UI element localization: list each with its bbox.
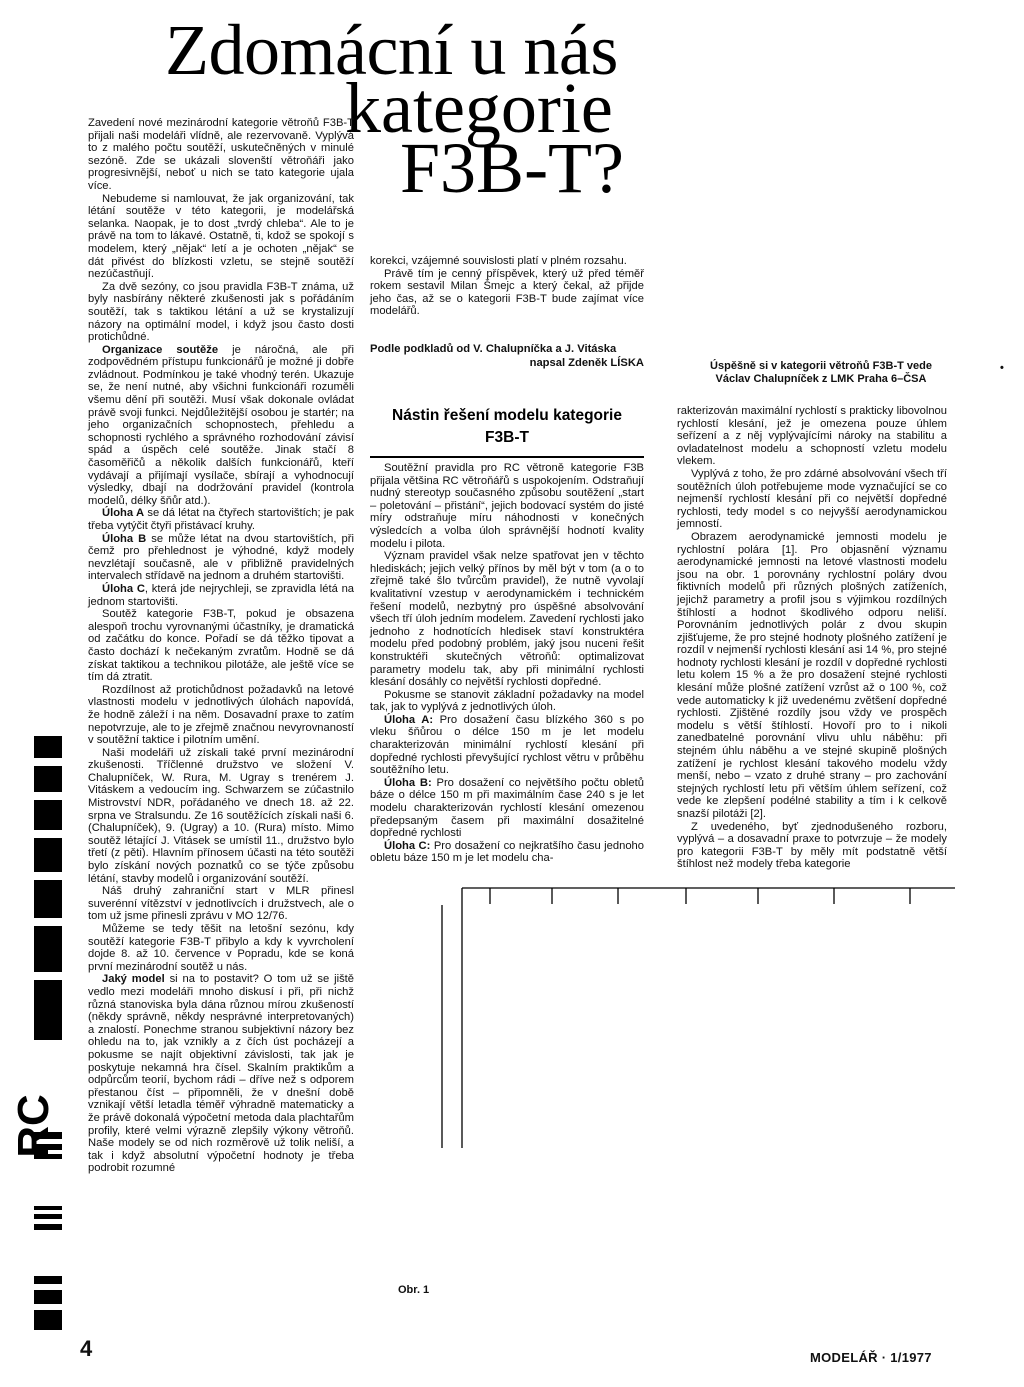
article-column-2 <box>370 462 644 865</box>
paragraph-text: si na to postavit? O tom už se jiště vedlo mezi modeláři mnoho diskusí i při, při nichž různá stanoviska byla dána různou mírou zkušeností (někdy správně, někdy nesprávné interpretovaných) a znalostí. Ponechme stranou subjektivní názory bez ohledu na to, jak vznikly a z čích úst pocházejí a pokusme se najít objektivní závislosti, tak jak je poskytuje nekamná hra čísel. Skalním praktikům a odpůrcům teorií, bychom rádi – dříve než s odporem přestanou číst – připomněli, že v dnešní době vznikají větší letadla téměř výhradně matematicky a že právě dokonalá výpočetní metoda dala plachtařům profily, které velmi výrazně zlepšily výkony větroňů. Naše modely se od nich rozměrově už tolik neliší, a tak i když absolutní výpočetní hodnoty je třeba podrobit rozumné <box>88 973 354 1175</box>
credit-source: Podle podkladů od V. Chalupníčka a J. Vitáska <box>370 343 617 355</box>
paragraph-text: Právě tím je cenný příspěvek, který už před téměř rokem sestavil Milan Šmejc a který čekal, až přijde jeho čas, až se o kategorii F3B-T bude zajímat více modelářů. <box>370 267 644 318</box>
paragraph-text: se dá létat na čtyřech startovištích; je pak třeba vytýčit čtyři přistávací kruhy. <box>88 507 354 532</box>
paragraph <box>88 608 354 684</box>
paragraph <box>370 462 644 550</box>
paragraph-text: je náročná, ale při zodpovědném přístupu funkcionářů je možné ji dobře zvládnout. Podmínkou je také vhodný terén. Ukazuje se, že není nutné, aby všichni funkcionáři rozuměli všemu dění při soutěži. Musí však dokonale ovládat právě svoji funkci. Nejdůležitější osobou je startér; na jeho organizačních schopnostech, přehledu a schopnosti rychlého a správného rozhodování závisí spád a úspěch celé soutěže. Jinak stačí 8 časoměřičů a několik dalších funkcionářů, kteří vydávají a přijímají vysílače, sbírají a vyhodnocují výsledky, dbají na dodržování pravidel (kontrola modelů, délky šňůr atd.). <box>88 343 355 507</box>
figure-1-diagram <box>440 880 960 1150</box>
photo-caption <box>670 360 972 386</box>
paragraph-text: Pro dosažení co největšího počtu obletů báze o délce 150 m při maximálním čase 240 s je let modelu charakterizován rychlostí klesání omezenou předepsaným časem při maximální dosažitelné dopředné rychlosti <box>370 776 644 840</box>
paragraph <box>88 973 354 1175</box>
article-column-3 <box>677 405 947 871</box>
paragraph-text: se může létat na dvou startovištích, při čemž pro přehlednost je výhodné, když modely nevzlétají současně, ale v přibližně pravidelných intervalech střídavě na jednom a druhém startovišti. <box>88 532 354 583</box>
paragraph-text: Za dvě sezóny, co jsou pravidla F3B-T známa, už byly nasbírány některé zkušenosti jak s pořádáním soutěží, tak s taktikou létání a už se krystalizují názory na optimální model, i když jsou často dosti protichůdné. <box>88 280 354 344</box>
paragraph-text: Soutěž kategorie F3B-T, pokud je obsazena alespoň trochu vyrovnanými účastníky, je dramatická od začátku do konce. Pořadí se dá těžko tipovat a často dochází k nečekaným zvratům. Hodně se dá získat taktikou a technikou pilotáže, ale ještě více se tím dá ztratit. <box>88 608 354 684</box>
paragraph <box>370 268 644 318</box>
paragraph-text: , která jde nejrychleji, se zpravidla létá na jednom startovišti. <box>88 582 355 608</box>
paragraph-lead: Jaký model <box>102 973 165 986</box>
paragraph <box>370 689 644 714</box>
caption-bullet: • <box>1000 362 1004 374</box>
paragraph-text: Zavedení nové mezinárodní kategorie větroňů F3B-T přijali naši modeláři vlídně, ale rezervovaně. Vyplývá to z malého počtu soutěží, uskutečněných v minulé sezóně. Zde se ukázali slovenští větroňáři jako progresivnější, neboť u nich se tato kategorie ujala více. <box>88 117 354 192</box>
paragraph-text: Náš druhý zahraniční start v MLR přinesl suverénní vítězství v jednotlivcích i družstvech, ale o tom už jsme přinesli zprávu v MO 12/76. <box>88 885 354 923</box>
paragraph <box>677 405 947 468</box>
paragraph-text: korekci, vzájemné souvislosti platí v plném rozsahu. <box>370 255 627 267</box>
photo-caption-line-2: Václav Chalupníček z LMK Praha 6–ČSA <box>715 373 927 385</box>
paragraph <box>677 821 947 871</box>
paragraph-text: Naši modeláři už získali také první mezinárodní zkušenosti. Tříčlenné družstvo ve složení V. Chalupníček, W. Rura, M. Ugray s trenérem J. Vitáskem a vedoucím ing. Schwarzem se zúčastnilo Mistrovství NDR, pořádaného ve dnech 18. až 22. srpna ve Stralsundu. Ze 16 soutěžících získali naši 6. (Chalupníček), 9. (Ugray) a 10. (Rura) místo. Mimo soutěž létající J. Vitásek se umístil 11., družstvo bylo třetí (z pěti). Hlavním přínosem účasti na této soutěži bylo získání nových poznatků co se týče způsobu létání, stavby modelů i organizování soutěží. <box>88 746 354 885</box>
paragraph-lead: Úloha C <box>102 582 145 595</box>
section-rule <box>370 456 644 458</box>
paragraph <box>88 684 354 747</box>
paragraph <box>88 583 354 608</box>
figure-label: Obr. 1 <box>398 1284 430 1296</box>
page-number: 4 <box>80 1336 93 1361</box>
paragraph-lead: Úloha C: <box>384 839 431 852</box>
photo-caption-line-1: Úspěšně si v kategorii větroňů F3B-T vede <box>710 360 932 372</box>
paragraph-lead: Úloha A <box>102 507 145 520</box>
credit-author: napsal Zdeněk LÍSKA <box>529 357 644 369</box>
paragraph-text: Můžeme se tedy těšit na letošní sezónu, kdy soutěží kategorie F3B-T přibylo a kdy k vyvrcholení dojde 8. až 10. července v Popradu, kde se koná první mezinárodní soutěž u nás. <box>88 923 354 973</box>
headline-line-2: kategorie <box>345 68 613 148</box>
paragraph <box>370 550 644 689</box>
section-title <box>370 405 644 449</box>
journal-footer: MODELÁŘ · 1/1977 <box>810 1350 932 1365</box>
paragraph-text: Soutěžní pravidla pro RC větroně kategorie F3B přijala většina RC větroňářů s uspokojením. Odstraňují nudný stereotyp současného způsobu soutěžení „start – poletování – přistání“, jejich bodovací systém do jisté míry odstraňuje míru náhodnosti v konečných výsledcích a volba úloh správnější hodnotí kvality modelu i pilota. <box>370 462 644 550</box>
paragraph-lead: Úloha B <box>102 532 147 545</box>
paragraph-text: Obrazem aerodynamické jemnosti modelu je rychlostní polára [1]. Pro objasnění významu aerodynamické jemnosti na letové vlastnosti modelu jsou na obr. 1 porovnány rychlostní poláry dvou fiktivních modelů při různých plošných zatíženích, jejichž parametry a profil jsou s výjimkou rozdílných štíhlostí a hodnot škodlivého odporu neliší. Porovnáním jednotlivých polár z dvou skupin zjišťujeme, že pro stejné hodnoty plošného zatížení je rozdíl v nejmenší rychlosti klesání asi 14 %, pro stejné hodnoty rychlosti klesání je rozdíl v dopředné rychlosti letu kolem 15 % a že pro dosažení stejné rychlosti klesání může plošné zatížení vzrůst až o 100 %, což vede automaticky k již uvedenému zvětšení dopředné rychlosti. Zjištěné rozdíly jsou vždy ve prospěch modelu s větší štíhlostí. Hovoří pro to i nikoli zanedbatelné porovnání vlivu uhlu náběhu: při stejném úhlu náběhu a ve stejné skupině plošných zatížení je rychlost klesání takového modelu vždy menší, nebo – vzato z druhé strany – pro zachování stejných rychlostí letu při větším úhlem seřízení, což vede ke zlepšení podélné stability a tím i k celkově snazší pilotáži [2]. <box>677 530 947 820</box>
paragraph <box>88 193 354 281</box>
paragraph <box>88 747 354 886</box>
paragraph <box>370 255 644 268</box>
author-credit <box>370 342 644 370</box>
paragraph <box>88 507 354 532</box>
rc-section-marker <box>9 736 66 1330</box>
paragraph-text: Rozdílnost až protichůdnost požadavků na letové vlastnosti modelu v jednotlivých úlohách napovídá, že hodně záleží i na něm. Dosavadní praxe to zatím nepotvrzuje, ale to je zřejmě značnou nevyrovnaností v soutěžní taktice i pilotním umění. <box>88 683 354 747</box>
paragraph <box>370 714 644 777</box>
paragraph-text: Z uvedeného, byť zjednodušeného rozboru, vyplývá – a dosavadní praxe to potvrzuje – že modely pro kategorii F3B-T by měly mít podstatně větší štíhlost než modely třeba kategorie <box>677 820 947 871</box>
paragraph-text: Nebudeme si namlouvat, že jak organizování, tak létání soutěže v této kategorii, je modelářská selanka. Naopak, je to dost „tvrdý chleba“. Ale to je právě na tom to lákavé. Ostatně, ti, kdož se spokojí s modelem, který „nějak“ letí a je ochoten „nějak“ se dát přivést do blízkosti vzletu, se stejně soutěží nezúčastňují. <box>88 192 354 281</box>
paragraph <box>88 281 354 344</box>
paragraph-lead: Úloha A: <box>384 713 434 726</box>
headline-line-3: F3B-T? <box>400 128 624 208</box>
paragraph-lead: Organizace soutěže <box>102 343 219 356</box>
paragraph-text: Význam pravidel však nelze spatřovat jen v těchto hlediskách; jejich velký přínos by měl být v tom (a o to zřejmě také šlo tvůrcům pravidel), že nutně vyvolají kvalitativní vzestup v aerodynamickém i technickém řešení modelů, nezbytný pro úspěšné absolvování všech tří úloh jedním modelem. Zavedení rychlosti jako jednoho z hodnotících hledisek staví konstruktéra modelu před podobný problém, jaký jsou nuceni řešit konstruktéři skutečných větroňů: optimalizovat parametry modelu tak, aby při minimální rychlosti klesání dosáhly co největší rychlosti dopředné. <box>370 550 644 689</box>
paragraph-text: Pro dosažení času blízkého 360 s po vleku šňůrou o délce 150 m je let modelu charakterizován minimální rychlostí klesání při dopředné rychlosti převyšující rychlost větru v průběhu soutěžního letu. <box>370 713 645 777</box>
paragraph <box>677 531 947 821</box>
paragraph-text: Pokusme se stanovit základní požadavky na model tak, jak to vyplývá z jednotlivých úloh. <box>370 688 644 714</box>
section-title-line-2: F3B-T <box>485 429 529 446</box>
paragraph-text: Vyplývá z toho, že pro zdárné absolvování všech tří soutěžních úloh potřebujeme mode vyznačující se co nejmenší rychlostí klesání při co největší dopředné rychlosti, tedy model s co nejvyšší aerodynamickou jemností. <box>677 467 947 531</box>
paragraph <box>88 117 354 193</box>
paragraph <box>88 344 354 508</box>
paragraph-lead: Úloha B: <box>384 776 432 789</box>
paragraph <box>677 468 947 531</box>
section-title-line-1: Nástin řešení modelu kategorie <box>392 407 622 424</box>
paragraph-text: rakterizován maximální rychlostí s prakticky libovolnou rychlostí klesání, jež je omezena pouze úhlem seřízení a z něj vyplývajícími nároky na stabilitu a ovladatelnost modelu a schopností vzletu modelu vlekem. <box>677 405 947 468</box>
article-column-2-top <box>370 255 644 318</box>
paragraph-text: Pro dosažení co nejkratšího času jednoho obletu báze 150 m je let modelu cha- <box>370 839 644 865</box>
headline-line-1: Zdomácní u nás <box>165 10 618 90</box>
rc-sidebar-label: RC <box>9 1094 58 1158</box>
paragraph <box>370 777 644 840</box>
paragraph <box>88 923 354 973</box>
paragraph <box>88 885 354 923</box>
paragraph <box>370 840 644 865</box>
article-column-1 <box>88 117 354 1175</box>
paragraph <box>88 533 354 583</box>
